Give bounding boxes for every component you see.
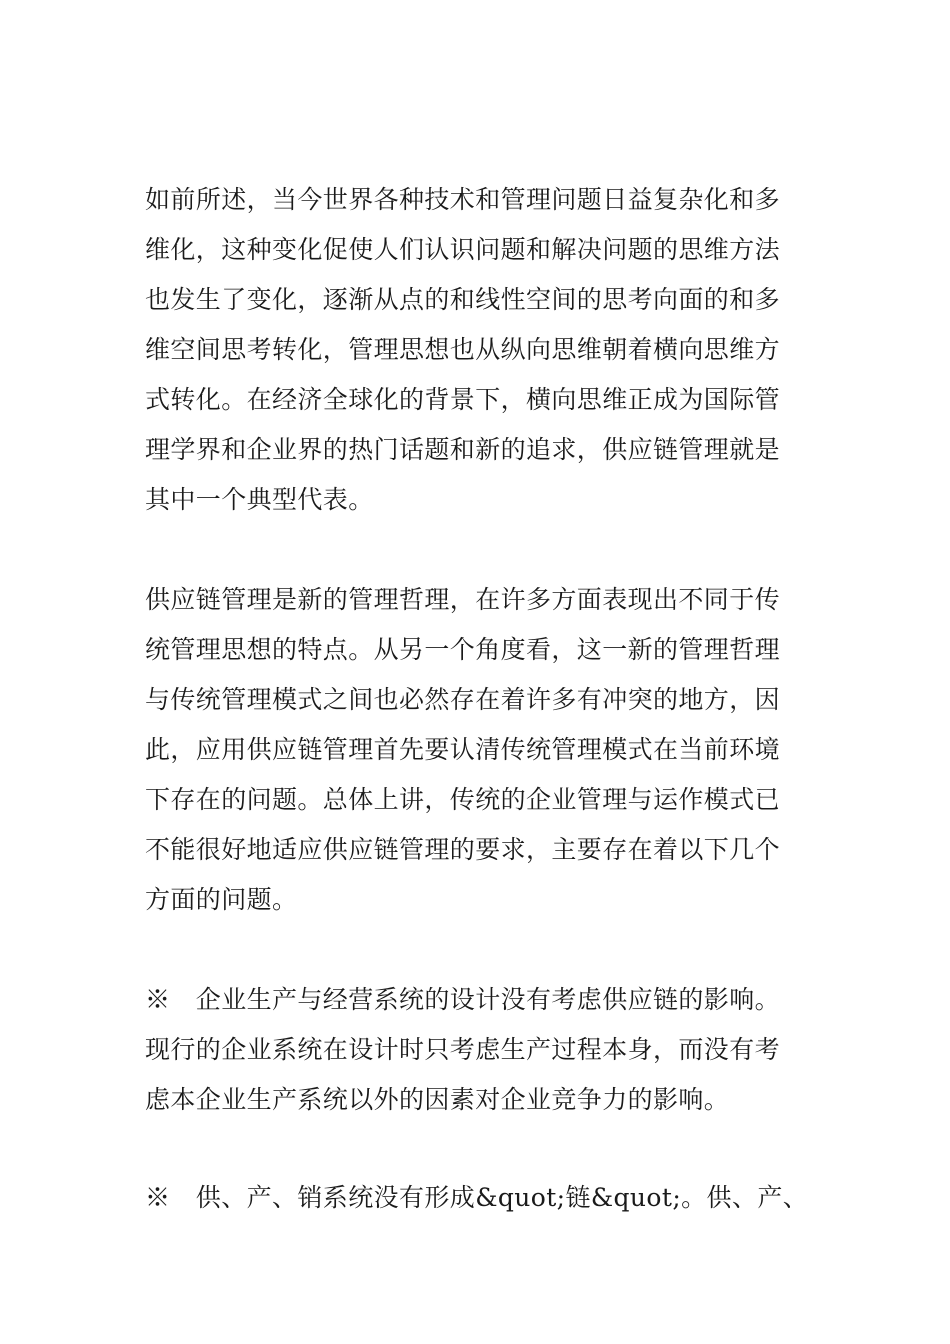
paragraph-line: 也发生了变化，逐渐从点的和线性空间的思考向面的和多 [145, 285, 781, 314]
paragraph-line: ※ 企业生产与经营系统的设计没有考虑供应链的影响。 [145, 985, 781, 1014]
bullet-point-chain [145, 1173, 809, 1223]
paragraph-line: 现行的企业系统在设计时只考虑生产过程本身，而没有考 [145, 1035, 781, 1064]
paragraph-line: 与传统管理模式之间也必然存在着许多有冲突的地方，因 [145, 685, 781, 714]
paragraph-line: 虑本企业生产系统以外的因素对企业竞争力的影响。 [145, 1085, 730, 1114]
paragraph-line: 方面的问题。 [145, 885, 298, 914]
paragraph-intro [145, 175, 805, 525]
paragraph-line: 其中一个典型代表。 [145, 485, 374, 514]
paragraph-line: 不能很好地适应供应链管理的要求，主要存在着以下几个 [145, 835, 781, 864]
paragraph-line: 供应链管理是新的管理哲理，在许多方面表现出不同于传 [145, 585, 781, 614]
paragraph-line: 如前所述，当今世界各种技术和管理问题日益复杂化和多 [145, 185, 781, 214]
paragraph-line: 下存在的问题。总体上讲，传统的企业管理与运作模式已 [145, 785, 781, 814]
bullet-point-system-design [145, 975, 805, 1125]
paragraph-line: ※ 供、产、销系统没有形成&quot;链&quot;。供、产、 [145, 1183, 809, 1212]
paragraph-line: 理学界和企业界的热门话题和新的追求，供应链管理就是 [145, 435, 781, 464]
paragraph-line: 统管理思想的特点。从另一个角度看，这一新的管理哲理 [145, 635, 781, 664]
paragraph-problems [145, 575, 805, 925]
paragraph-line: 维空间思考转化，管理思想也从纵向思维朝着横向思维方 [145, 335, 781, 364]
paragraph-line: 式转化。在经济全球化的背景下，横向思维正成为国际管 [145, 385, 781, 414]
paragraph-line: 维化，这种变化促使人们认识问题和解决问题的思维方法 [145, 235, 781, 264]
paragraph-line: 此，应用供应链管理首先要认清传统管理模式在当前环境 [145, 735, 781, 764]
